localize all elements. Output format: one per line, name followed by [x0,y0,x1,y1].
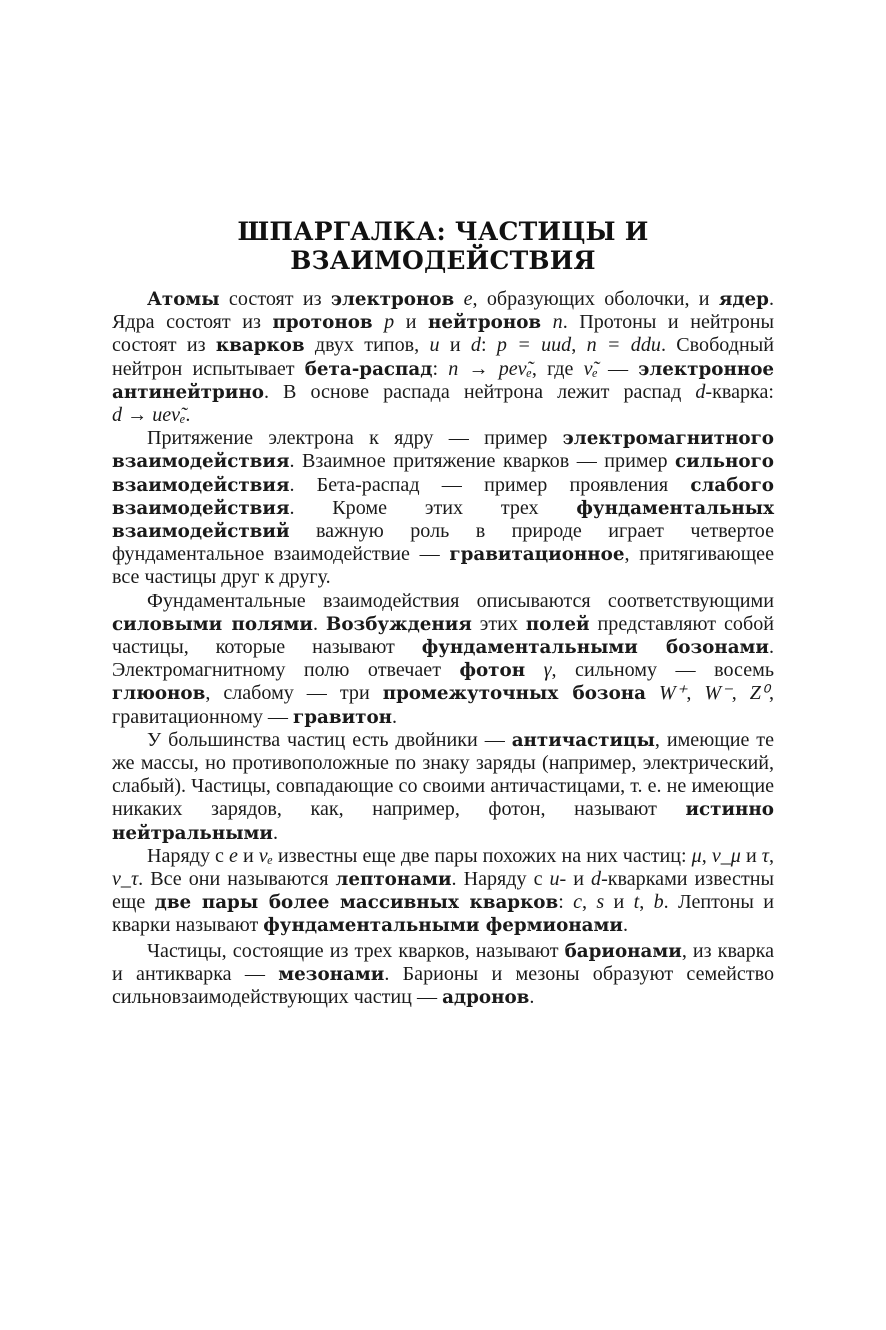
bold-term: гравитационное [449,544,625,566]
bold-term: мезонами [278,963,385,985]
math-symbol: d [695,380,706,403]
bold-term: барионами [564,940,682,962]
math-symbol: d [591,868,602,891]
bold-term: протонов [272,312,373,334]
paragraph-hadrons: Частицы, состоящие из трех кварков, называют барионами, из кварка и антикварка — мезонами. Барионы и мезоны образуют семейство сильновзаимодействующих частиц — адронов. [112,939,775,1009]
paragraph-antiparticles: У большинства частиц есть двойники — античастицы, имеющие те же массы, но противоположные по знаку заряды (например, электрический, слабый). Частицы, совпадающие со своими античастицами, т. е. не имеющие никаких зарядов, как, например, фотон, называют истинно нейтральными. [112,728,774,844]
bold-term: две пары более массивных кварков [154,892,559,914]
bold-term: адронов [442,987,530,1009]
math-symbol: Z⁰ [749,682,769,705]
math-symbol: u [429,334,440,357]
math-symbol: νₑ [258,844,273,867]
bold-term: электронное антинейтрино [112,358,775,403]
math-symbol: p = uud [496,334,572,357]
bold-term: нейтронов [427,312,542,334]
math-symbol: μ [691,844,702,867]
bold-term: полей [525,613,590,635]
bold-term: глюонов [112,683,206,705]
math-symbol: d [470,334,481,357]
math-symbol: ν_μ [711,844,741,867]
math-symbol: d → ueν̃ₑ [112,404,186,427]
bold-term: кварков [215,335,305,357]
bold-term: истинно нейтральными [112,799,774,844]
bold-term: Возбуждения [325,613,472,635]
bold-term: фундаментальными бозонами [421,637,769,659]
bold-term: промежуточных бозона [382,683,647,705]
math-symbol: p [384,311,395,334]
math-symbol: ν̃ₑ [583,357,598,380]
math-symbol: u [549,868,560,891]
math-symbol: t [633,891,640,914]
bold-term: сильного взаимодействия [112,451,774,496]
math-symbol: e [229,844,238,867]
math-symbol: n = ddu [586,334,661,357]
bold-term: слабого взаимодействия [112,474,774,519]
bold-term: гравитон [293,706,393,728]
math-symbol: W⁺ [659,682,687,705]
bold-term: ядер [718,289,769,310]
math-symbol: τ [761,844,769,867]
paragraph-atoms: Атомы состоят из электронов e, образующих оболочки, и ядер. Ядра состоят из протонов p и нейтронов n. Протоны и нейтроны состоят из кварков двух типов, u и d: p = uud, n = ddu. Свободный нейтрон испытывает бета-распад: n → peν̃ₑ, где ν̃ₑ — электронное антинейтрино. В основе распада нейтрона лежит распад d-кварка: d → ueν̃ₑ. [112,288,775,427]
bold-term: бета-распад [304,358,433,380]
bold-term: античастицы [511,729,655,751]
bold-term: Атомы [147,289,220,310]
paragraph-bosons: Фундаментальные взаимодействия описываются соответствующими силовыми полями. Возбуждения этих полей представляют собой частицы, которые называют фундаментальными бозонами. Электромагнитному полю отвечает фотон γ, сильному — восемь глюонов, слабому — три промежуточных бозона W⁺, W⁻, Z⁰, гравитационному — гравитон. [112,589,775,728]
bold-term: электромагнитного взаимодействия [112,428,774,473]
bold-term: фотон [459,660,526,682]
body-text [112,288,774,1009]
bold-term: лептонами [335,869,452,891]
paragraph-leptons: Наряду с e и νₑ известны еще две пары похожих на них частиц: μ, ν_μ и τ, ν_τ. Все они называются лептонами. Наряду с u- и d-кварками известны еще две пары более массивных кварков: c, s и t, b. Лептоны и кварки называют фундаментальными фермионами. [112,844,775,937]
math-symbol: n [552,311,563,334]
math-symbol: n → peν̃ₑ [448,357,532,380]
paragraph-interactions: Притяжение электрона к ядру — пример электромагнитного взаимодействия. Взаимное притяжение кварков — пример сильного взаимодействия. Бета-распад — пример проявления слабого взаимодействия. Кроме этих трех фундаментальных взаимодействий важную роль в природе играет четвертое фундаментальное взаимодействие — гравитационное, притягивающее все частицы друг к другу. [112,427,774,589]
bold-term: силовыми полями [112,613,313,635]
math-symbol: c [573,891,583,914]
math-symbol: W⁻ [704,682,732,705]
math-symbol: e [463,288,473,310]
page-title: ШПАРГАЛКА: ЧАСТИЦЫ И ВЗАИМОДЕЙСТВИЯ [237,217,649,275]
math-symbol: b [653,891,664,914]
bold-term: электронов [330,289,455,310]
bold-term: фундаментальных взаимодействий [112,497,774,543]
bold-term: фундаментальными фермионами [263,915,623,937]
math-symbol: s [596,891,605,914]
math-symbol: ν_τ [112,868,139,891]
math-symbol: γ [543,659,552,682]
